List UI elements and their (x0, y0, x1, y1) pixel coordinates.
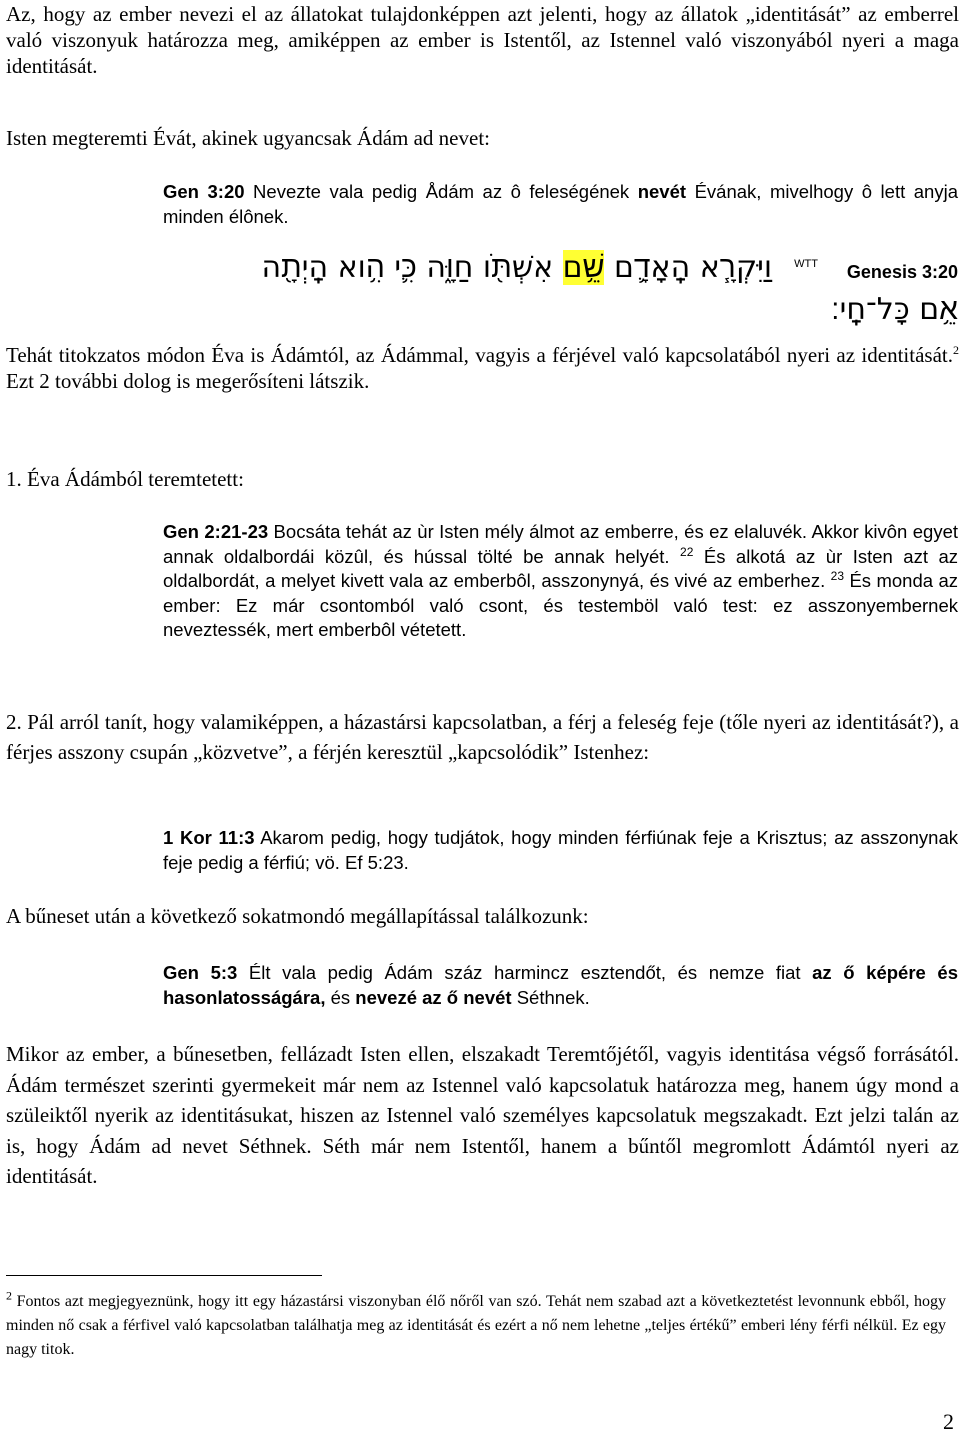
conclusion-paragraph (6, 1039, 959, 1192)
quote-text: és (325, 986, 356, 1008)
quote-reference: 1 Kor 11:3 (163, 827, 255, 848)
hebrew-text: וַיִּקְרָ֧א הָֽאָדָ֛ם (604, 250, 772, 285)
identity-text: Ezt 2 további dolog is megerősíteni látszik. (6, 369, 370, 393)
fall-sentence (6, 903, 959, 929)
hebrew-highlighted-word: שֵׁ֥ם (562, 250, 605, 285)
hebrew-verse-reference: Genesis 3:20 (846, 262, 958, 282)
quote-reference: Gen 3:20 (163, 181, 245, 202)
quote-text: Séthnek. (511, 986, 590, 1008)
quote-text: És alkotá az ùr Isten azt az oldalbordát, a melyet kivett vala az emberbôl, asszonynyá, és vivé az emberhez. (163, 545, 959, 591)
hebrew-source-label: WTT (794, 258, 818, 270)
footnote (6, 1290, 946, 1362)
list-item-2 (6, 707, 959, 767)
hebrew-text: אִשְׁתֹּ֖ו חַוָּ֑ה כִּ֛י הִ֥וא הָֽיְתָ֖ה (261, 250, 563, 285)
quote-gen-5-3 (163, 961, 958, 1010)
quote-text: És monda az ember: Ez már csontomból való csont, és testemböl való test: ez asszonyembernek neveztessék, mert emberbôl vétetett. (163, 570, 958, 640)
quote-gen-3-20 (163, 180, 958, 229)
footnote-number: 2 (6, 1288, 12, 1303)
quote-gen-2-21-23 (163, 520, 958, 643)
quote-text: Évának, mivelhogy ô lett anyja minden élônek. (163, 181, 958, 227)
list-item-2-text: 2. Pál arról tanít, hogy valamiképpen, a házastársi kapcsolatban, a férj a feleség feje (tőle nyeri az identitását?), a férjes asszony csupán „közvetve”, a férjén keresztül „kapcsolódik” Istenhez: (6, 710, 959, 764)
quote-text: Nevezte vala pedig Ådám az ô feleségének (244, 181, 638, 202)
hebrew-verse-block (140, 252, 960, 332)
quote-text: Bocsáta tehát az ùr Isten mély álmot az emberre, és ez elaluvék. Akkor kivôn egyet annak oldalbordái közûl, és hússal tölté be annak helyét. (163, 521, 958, 567)
intro-paragraph (6, 1, 959, 79)
intro-paragraph-text: Az, hogy az ember nevezi el az állatokat tulajdonképpen azt jelenti, hogy az állatok „identitását” az emberrel való viszonyuk határozza meg, amiképpen az ember is Istentől, az Istennel való viszonyából nyeri a maga identitását. (6, 2, 959, 78)
identity-text: Tehát titokzatos módon Éva is Ádámtól, az Ádámmal, vagyis a férjével való kapcsolatából nyeri az identitását. (6, 343, 953, 367)
eve-creation-text: Isten megteremti Évát, akinek ugyancsak Ádám ad nevet: (6, 126, 490, 150)
hebrew-line-1 (261, 250, 772, 285)
quote-bold-text: nevezé az ő nevét (355, 986, 512, 1008)
quote-1-kor-11-3 (163, 826, 958, 875)
verse-number: 22 (680, 544, 694, 559)
list-item-1 (6, 466, 959, 492)
quote-bold-text: az ő képére és hasonlatosságára, (163, 962, 958, 1008)
footnote-separator (6, 1275, 322, 1276)
verse-number: 23 (830, 568, 845, 583)
identity-paragraph (6, 342, 959, 394)
quote-bold-text: nevét (637, 181, 687, 202)
quote-text: Akarom pedig, hogy tudjátok, hogy minden férfiúnak feje a Krisztus; az asszonynak feje pedig a férfiú; vö. Ef 5:23. (163, 827, 958, 873)
footnote-text: Fontos azt megjegyeznünk, hogy itt egy házastársi viszonyban élő nőről van szó. Tehát nem szabad azt a következtetést levonnunk ebből, hogy minden nő csak a férfivel való kapcsolatban találhatja meg az identitását és ezért a nő nem lehetne „teljes értékű” emberi lény férfi nélkül. Ez egy nagy titok. (6, 1293, 946, 1358)
conclusion-text: Mikor az ember, a bűnesetben, fellázadt Isten ellen, elszakadt Teremtőjétől, vagyis identitása végső forrásától. Ádám természet szerinti gyermekeit már nem az Istennel való kapcsolatuk határozza meg, hanem úgy mond a szüleiktől nyerik az identitásukat, hiszen az Istennel való személyes kapcsolatuk megszakadt. Ezt jelzi talán az is, hogy Ádám ad nevet Séthnek. Séth már nem Istentől, hanem a bűntől megromlott Ádámtól nyeri az identitását. (6, 1042, 959, 1188)
footnote-reference[interactable]: 2 (953, 343, 959, 357)
page-number: 2 (943, 1409, 954, 1434)
quote-reference: Gen 5:3 (163, 962, 238, 983)
eve-creation-sentence (6, 125, 959, 151)
list-item-1-text: 1. Éva Ádámból teremtetett: (6, 467, 244, 491)
quote-reference: Gen 2:21-23 (163, 521, 269, 542)
hebrew-line-2: אֵ֥ם כָּל־חָֽי׃ (830, 292, 958, 327)
fall-sentence-text: A bűneset után a következő sokatmondó megállapítással találkozunk: (6, 904, 589, 928)
quote-text: Élt vala pedig Ádám száz harmincz esztendőt, és nemze fiat (237, 962, 813, 983)
